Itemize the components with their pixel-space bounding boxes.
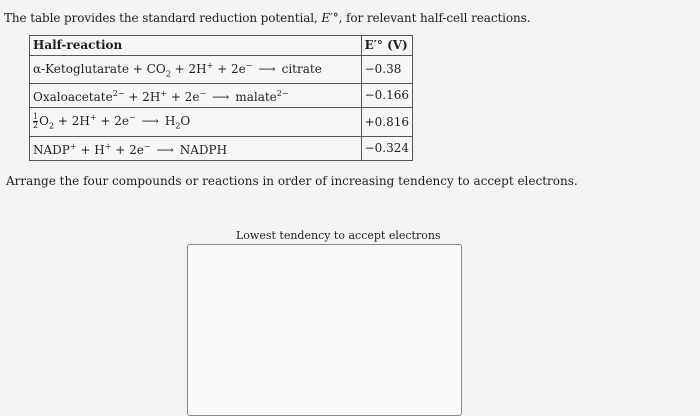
potential-cell: +0.816	[361, 108, 412, 136]
table-row	[30, 56, 413, 84]
reactant-text: α-Ketoglutarate + CO	[33, 62, 166, 76]
superscript: −	[199, 89, 207, 99]
table-row	[30, 84, 413, 108]
table-row	[30, 136, 413, 160]
potential-cell: −0.38	[361, 56, 412, 84]
header-potential: E′° (V)	[361, 36, 412, 56]
header-half-reaction: Half-reaction	[30, 36, 362, 56]
reactant-text: NADP	[33, 142, 70, 157]
reaction-cell	[30, 108, 362, 136]
product-text: malate	[235, 90, 277, 105]
subscript: 2	[165, 69, 171, 79]
potential-cell: −0.324	[361, 136, 412, 160]
table-header-row	[30, 36, 413, 56]
product-text: citrate	[281, 62, 322, 76]
answer-box-label: Lowest tendency to accept electrons	[236, 229, 441, 242]
reaction-cell	[30, 136, 362, 160]
intro-before: The table provides the standard reduction potential,	[4, 11, 322, 25]
superscript: +	[69, 141, 77, 151]
reactant-text: + 2e	[167, 90, 200, 105]
arrow-icon: ⟶	[156, 142, 174, 157]
product-text: O	[180, 114, 191, 129]
reactant-text: + 2e	[96, 114, 129, 129]
question-text: Arrange the four compounds or reactions in order of increasing tendency to accept electrons.	[6, 174, 578, 188]
fraction	[33, 113, 38, 130]
superscript: +	[104, 141, 112, 151]
reactant-text: + 2e	[111, 142, 144, 157]
reactant-text: Oxaloacetate	[33, 90, 113, 105]
intro-after: , for relevant half-cell reactions.	[338, 11, 531, 25]
reactant-text: + 2H	[124, 90, 161, 105]
superscript: +	[160, 89, 167, 99]
arrow-icon: ⟶	[141, 114, 159, 129]
superscript: +	[89, 113, 97, 123]
reactant-text: O	[39, 114, 49, 129]
half-reaction-table	[29, 35, 413, 161]
reactant-text: + 2e	[213, 62, 246, 76]
reactant-text: + 2H	[170, 62, 207, 76]
reactant-text: + H	[76, 142, 105, 157]
answer-drop-zone[interactable]	[187, 244, 462, 416]
intro-text	[4, 11, 530, 25]
subscript: 2	[48, 121, 55, 131]
subscript: 2	[175, 121, 181, 131]
superscript: −	[128, 113, 136, 123]
fraction-denominator: 2	[33, 121, 39, 131]
table-row	[30, 108, 413, 136]
superscript: −	[143, 141, 151, 151]
fraction-numerator: 1	[33, 112, 39, 122]
reaction-cell	[30, 84, 362, 108]
superscript: 2−	[276, 89, 289, 99]
arrow-icon: ⟶	[258, 62, 276, 76]
reactant-text: + 2H	[54, 114, 90, 129]
intro-symbol: E′°	[321, 11, 339, 25]
product-text: H	[164, 114, 176, 129]
superscript: +	[206, 61, 214, 70]
superscript: −	[245, 61, 253, 70]
potential-cell: −0.166	[361, 84, 412, 108]
superscript: 2−	[112, 89, 125, 99]
product-text: NADPH	[179, 142, 228, 157]
arrow-icon: ⟶	[212, 90, 230, 105]
reaction-cell	[30, 56, 362, 84]
